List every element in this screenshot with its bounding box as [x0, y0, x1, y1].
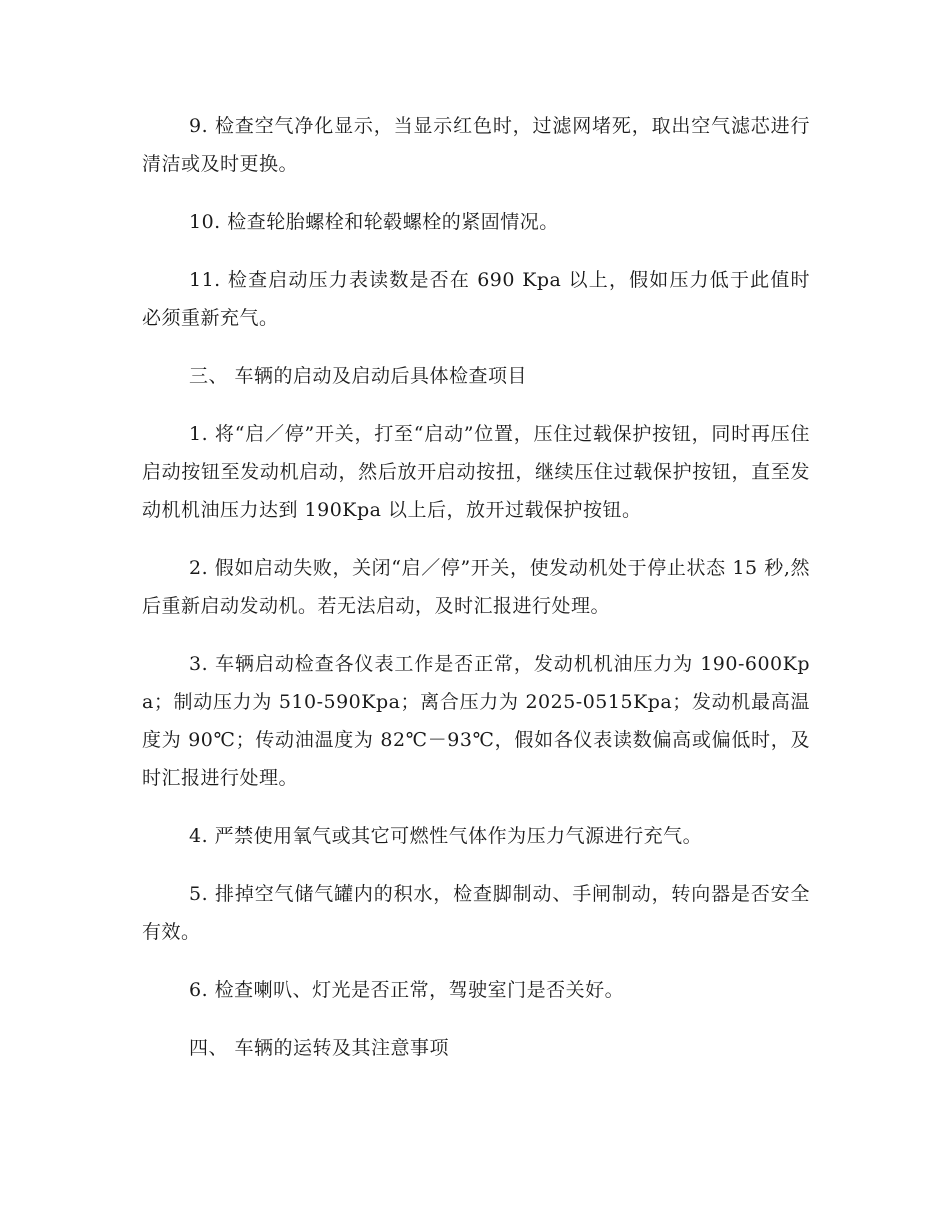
section-3-item-4-paragraph: 4. 严禁使用氧气或其它可燃性气体作为压力气源进行充气。 — [189, 825, 703, 847]
section-4-heading: 四、 车辆的运转及其注意事项 — [189, 1037, 450, 1059]
section-3-heading: 三、 车辆的启动及启动后具体检查项目 — [189, 365, 528, 387]
section-3-item-1-paragraph: 1. 将“启／停”开关，打至“启动”位置，压住过载保护按钮，同时再压住启动按钮至发动机启动，然后放开启动按扭，继续压住过载保护按钮，直至发动机机油压力达到 190Kpa 以上后，放开过载保护按钮。 — [142, 423, 810, 521]
document-page — [142, 107, 810, 1087]
item-9-paragraph: 9. 检查空气净化显示，当显示红色时，过滤网堵死，取出空气滤芯进行清洁或及时更换。 — [142, 115, 810, 175]
item-11-paragraph: 11. 检查启动压力表读数是否在 690 Kpa 以上，假如压力低于此值时必须重新充气。 — [142, 269, 810, 329]
item-10-paragraph: 10. 检查轮胎螺栓和轮毂螺栓的紧固情况。 — [189, 211, 559, 233]
section-3-item-5-paragraph: 5. 排掉空气储气罐内的积水，检查脚制动、手闸制动，转向器是否安全有效。 — [142, 883, 810, 943]
section-3-item-2-paragraph: 2. 假如启动失败，关闭“启／停”开关，使发动机处于停止状态 15 秒,然后重新启动发动机。若无法启动，及时汇报进行处理。 — [142, 557, 810, 617]
section-3-item-6-paragraph: 6. 检查喇叭、灯光是否正常，驾驶室门是否关好。 — [189, 979, 625, 1001]
section-3-item-3-paragraph: 3. 车辆启动检查各仪表工作是否正常，发动机机油压力为 190-600Kpa；制动压力为 510-590Kpa；离合压力为 2025-0515Kpa；发动机最高温度为 90℃；传动油温度为 82℃－93℃，假如各仪表读数偏高或偏低时，及时汇报进行处理。 — [142, 653, 810, 789]
